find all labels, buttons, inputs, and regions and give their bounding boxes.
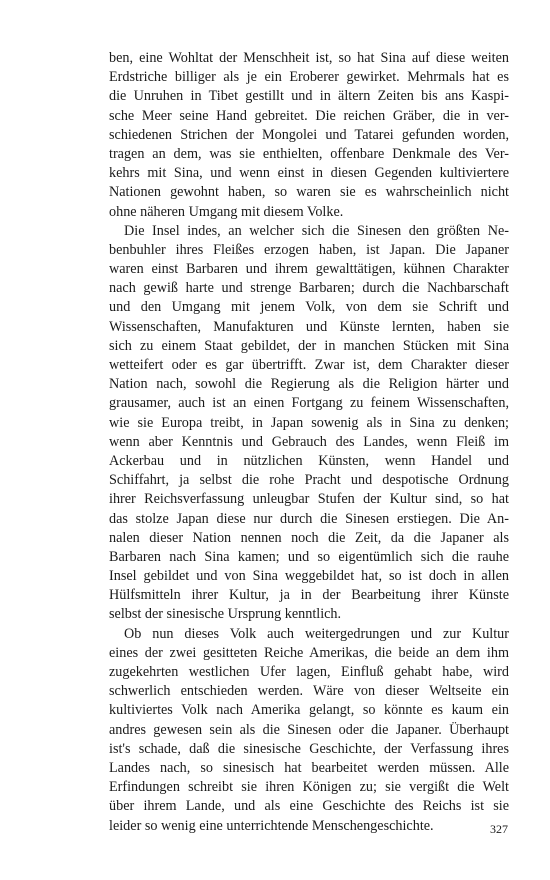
text-line: grausamer, auch ist an einen Fortgang zu feinem Wissenschaften,	[109, 395, 509, 412]
text-line: Landes nach, so sinesisch hat bearbeitet werden müssen. Alle	[109, 759, 509, 776]
text-line: nach gewiß harte und strenge Barbaren; durch die Nachbarschaft	[109, 280, 509, 297]
text-line: die Unruhen in Tibet gestillt und in ältern Zeiten bis ans Kaspi-	[109, 88, 509, 105]
text-line: waren einst Barbaren und ihrem gewalttätigen, kühnen Charakter	[109, 261, 509, 278]
text-line: kultiviertes Volk nach Amerika gelangt, so könnte es kaum ein	[109, 702, 509, 719]
text-line: sich zu einem Staat gebildet, der in manchen Stücken mit Sina	[109, 337, 509, 354]
text-line: schiedenen Strichen der Mongolei und Tatarei gefunden worden,	[109, 126, 509, 143]
text-line: benbuhler ihres Fleißes erzogen haben, ist Japan. Die Japaner	[109, 241, 509, 258]
text-line: wetteifert oder es gar übertrifft. Zwar ist, dem Charakter dieser	[109, 357, 509, 373]
text-line: Die Insel indes, an welcher sich die Sinesen den größten Ne-	[124, 222, 509, 239]
text-line: schwerlich entschieden werden. Wäre von dieser Weltseite ein	[109, 683, 509, 700]
text-line: leider so wenig eine unterrichtende Menschengeschichte.	[109, 817, 434, 834]
text-line: tragen an dem, was sie enthielten, offenbare Denkmale des Ver-	[109, 145, 509, 162]
text-line: Schiffahrt, ja selbst die rohe Pracht und despotische Ordnung	[109, 472, 509, 489]
text-line: Ob nun dieses Volk auch weitergedrungen und zur Kultur	[124, 625, 509, 642]
text-line: Nationen gewohnt haben, so waren sie es wahrscheinlich nicht	[109, 184, 509, 201]
text-line: das stolze Japan diese nur durch die Sinesen erstiegen. Die An-	[109, 510, 509, 527]
text-line: nalen dieser Nation nennen noch die Zeit, da die Japaner als	[109, 529, 509, 546]
text-line: Nation nach, sowohl die Regierung als die Religion härter und	[109, 376, 509, 393]
text-line: ihrer Reichsverfassung unleugbar Stufen der Kultur sind, so hat	[109, 491, 509, 508]
text-line: Insel gebildet und von Sina weggebildet hat, so ist doch in allen	[109, 568, 509, 585]
text-line: ohne näheren Umgang mit diesem Volke.	[109, 203, 344, 220]
text-line: Erfindungen schreibt sie ihren Königen zu; sie vergißt die Welt	[109, 779, 509, 796]
text-line: Wissenschaften, Manufakturen und Künste lernten, haben sie	[109, 318, 509, 335]
text-line: Hülfsmitteln ihrer Kultur, ja in der Bearbeitung ihrer Künste	[109, 587, 509, 604]
text-line: und den Umgang mit jenem Volk, von dem sie Schrift und	[109, 299, 509, 316]
text-line: sche Meer seine Hand gebreitet. Die reichen Gräber, die in ver-	[109, 107, 509, 124]
text-line: andres gewesen sein als die Sinesen oder die Japaner. Überhaupt	[109, 721, 509, 738]
page-number: 327	[490, 822, 508, 836]
text-line: Barbaren nach Sina kamen; und so eigentümlich sich die rauhe	[109, 548, 509, 565]
text-line: ben, eine Wohltat der Menschheit ist, so hat Sina auf diese weiten	[109, 50, 509, 66]
text-line: selbst der sinesische Ursprung kenntlich.	[109, 606, 342, 623]
text-line: zugekehrten westlichen Ufer lagen, Einfluß gehabt habe, wird	[109, 664, 509, 680]
text-line: Ackerbau und in nützlichen Künsten, wenn Handel und	[109, 452, 509, 469]
text-line: wie sie Europa treibt, in Japan sowenig als in Sina zu denken;	[109, 414, 509, 431]
text-line: wenn aber Kenntnis und Gebrauch des Landes, wenn Fleiß im	[109, 433, 509, 450]
text-line: ist's schade, daß die sinesische Geschichte, der Verfassung ihres	[109, 740, 509, 757]
text-line: eines der zwei gesitteten Reiche Amerikas, die beide an dem ihm	[109, 644, 509, 661]
text-line: Erdstriche billiger als je ein Eroberer gewirket. Mehrmals hat es	[109, 69, 509, 86]
text-line: kehrs mit Sina, und wenn einst in diesen Gegenden kultiviertere	[109, 165, 509, 182]
text-line: über ihrem Lande, und als eine Geschichte des Reichs ist sie	[109, 798, 509, 815]
body-text	[109, 49, 509, 836]
